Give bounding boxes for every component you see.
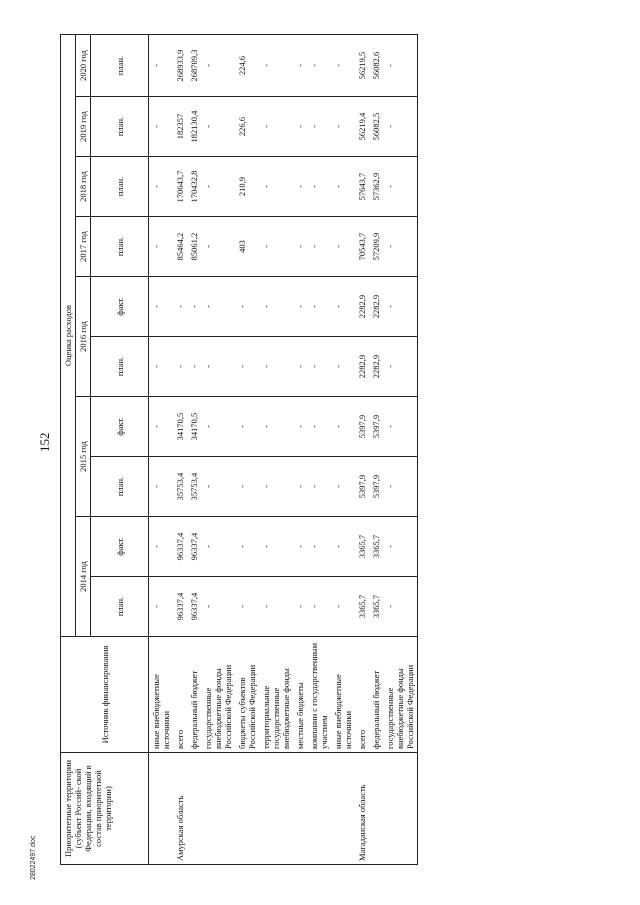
value-cell: - <box>307 337 331 397</box>
source-cell: государственные внебюджетные фонды Российской Федерации <box>201 637 235 753</box>
value-cell: 2282,9 <box>355 277 369 337</box>
header-plan: план. <box>91 337 149 397</box>
value-cell: 226,6 <box>235 97 259 157</box>
value-cell: - <box>383 577 418 637</box>
value-cell: - <box>235 397 259 457</box>
territory-cell: Магаданская область <box>355 753 369 865</box>
value-cell: - <box>307 277 331 337</box>
territory-cell: Амурская область <box>173 753 187 865</box>
value-cell: - <box>259 397 293 457</box>
value-cell: - <box>187 337 201 397</box>
header-year: 2018 год <box>76 157 91 217</box>
value-cell: - <box>259 577 293 637</box>
source-cell: всего <box>173 637 187 753</box>
header-year: 2015 год <box>76 397 91 517</box>
value-cell: - <box>201 157 235 217</box>
value-cell: - <box>307 517 331 577</box>
value-cell: 85464,2 <box>173 217 187 277</box>
value-cell: 5397,9 <box>355 397 369 457</box>
value-cell: 35753,4 <box>173 457 187 517</box>
value-cell: - <box>293 277 307 337</box>
value-cell: 182130,4 <box>187 97 201 157</box>
value-cell: - <box>149 577 174 637</box>
value-cell: - <box>293 397 307 457</box>
header-year: 2016 год <box>76 277 91 397</box>
territory-cell <box>383 753 418 865</box>
header-territory: Приоритетные территории (субъект Россий- ской Федерации, входящий в состав приоритетной территории) <box>61 753 149 865</box>
table-row <box>355 35 369 865</box>
expense-table <box>60 34 418 865</box>
value-cell: - <box>149 277 174 337</box>
value-cell: - <box>331 337 355 397</box>
value-cell: - <box>201 457 235 517</box>
value-cell: - <box>149 35 174 97</box>
territory-cell <box>235 753 259 865</box>
table-row <box>293 35 307 865</box>
value-cell: - <box>331 217 355 277</box>
value-cell: - <box>259 157 293 217</box>
value-cell: 34170,5 <box>187 397 201 457</box>
rotated-table-wrapper <box>60 35 600 865</box>
value-cell: - <box>259 97 293 157</box>
value-cell: 57362,9 <box>369 157 383 217</box>
header-fact: факт. <box>91 277 149 337</box>
value-cell: 56082,5 <box>369 97 383 157</box>
value-cell: - <box>383 217 418 277</box>
value-cell: 170432,8 <box>187 157 201 217</box>
value-cell: 2282,9 <box>355 337 369 397</box>
header-year: 2017 год <box>76 217 91 277</box>
value-cell: - <box>293 457 307 517</box>
value-cell: - <box>307 35 331 97</box>
value-cell: - <box>293 517 307 577</box>
table-row <box>307 35 331 865</box>
table-body <box>149 35 418 865</box>
value-cell: - <box>331 457 355 517</box>
value-cell: - <box>149 337 174 397</box>
table-row <box>235 35 259 865</box>
header-plan: план. <box>91 217 149 277</box>
header-expense-estimate: Оценка расходов <box>61 35 76 637</box>
value-cell: - <box>307 457 331 517</box>
value-cell: - <box>235 277 259 337</box>
territory-cell <box>187 753 201 865</box>
territory-cell <box>331 753 355 865</box>
value-cell: 56219,5 <box>355 35 369 97</box>
value-cell: 3365,7 <box>355 577 369 637</box>
territory-cell <box>307 753 331 865</box>
value-cell: 57643,7 <box>355 157 369 217</box>
value-cell: - <box>307 97 331 157</box>
value-cell: - <box>383 277 418 337</box>
territory-cell <box>369 753 383 865</box>
header-year: 2020 год <box>76 35 91 97</box>
value-cell: - <box>149 217 174 277</box>
value-cell: - <box>383 97 418 157</box>
value-cell: 2282,9 <box>369 337 383 397</box>
value-cell: - <box>173 337 187 397</box>
table-row <box>383 35 418 865</box>
value-cell: - <box>259 35 293 97</box>
value-cell: - <box>259 457 293 517</box>
value-cell: 96337,4 <box>187 577 201 637</box>
value-cell: 70543,7 <box>355 217 369 277</box>
value-cell: 268709,3 <box>187 35 201 97</box>
value-cell: - <box>307 217 331 277</box>
value-cell: - <box>331 97 355 157</box>
value-cell: - <box>293 577 307 637</box>
value-cell: 3365,7 <box>355 517 369 577</box>
value-cell: - <box>201 397 235 457</box>
value-cell: 210,9 <box>235 157 259 217</box>
table-row <box>201 35 235 865</box>
value-cell: 403 <box>235 217 259 277</box>
value-cell: 56082,6 <box>369 35 383 97</box>
value-cell: 3365,7 <box>369 577 383 637</box>
value-cell: - <box>293 97 307 157</box>
value-cell: - <box>173 277 187 337</box>
source-cell: компании с государственным участием <box>307 637 331 753</box>
value-cell: - <box>383 517 418 577</box>
value-cell: 85061,2 <box>187 217 201 277</box>
value-cell: - <box>293 35 307 97</box>
value-cell: - <box>331 277 355 337</box>
value-cell: 96337,4 <box>173 517 187 577</box>
header-plan: план. <box>91 577 149 637</box>
source-cell: федеральный бюджет <box>187 637 201 753</box>
value-cell: - <box>259 517 293 577</box>
table-row <box>259 35 293 865</box>
value-cell: - <box>331 397 355 457</box>
value-cell: - <box>259 217 293 277</box>
value-cell: - <box>259 277 293 337</box>
source-cell: иные внебюджетные источники <box>331 637 355 753</box>
value-cell: - <box>201 577 235 637</box>
value-cell: - <box>201 517 235 577</box>
value-cell: 35753,4 <box>187 457 201 517</box>
value-cell: - <box>293 337 307 397</box>
value-cell: 2282,9 <box>369 277 383 337</box>
value-cell: - <box>293 217 307 277</box>
value-cell: 5397,9 <box>355 457 369 517</box>
table-row <box>173 35 187 865</box>
value-cell: - <box>201 217 235 277</box>
value-cell: - <box>331 35 355 97</box>
value-cell: - <box>293 157 307 217</box>
table-row <box>331 35 355 865</box>
table-row <box>369 35 383 865</box>
value-cell: 34170,5 <box>173 397 187 457</box>
document-code: 28022497.doc <box>30 835 37 880</box>
value-cell: - <box>383 457 418 517</box>
value-cell: - <box>307 397 331 457</box>
value-cell: - <box>235 577 259 637</box>
header-source: Источник финансирования <box>61 637 149 753</box>
value-cell: - <box>307 157 331 217</box>
territory-cell <box>293 753 307 865</box>
header-fact: факт. <box>91 397 149 457</box>
value-cell: 57209,9 <box>369 217 383 277</box>
territory-cell <box>149 753 174 865</box>
value-cell: - <box>235 337 259 397</box>
value-cell: - <box>201 277 235 337</box>
value-cell: - <box>331 577 355 637</box>
value-cell: - <box>383 35 418 97</box>
territory-cell <box>201 753 235 865</box>
page-number: 152 <box>37 432 52 452</box>
value-cell: - <box>149 97 174 157</box>
value-cell: - <box>331 157 355 217</box>
value-cell: 182357 <box>173 97 187 157</box>
value-cell: - <box>149 457 174 517</box>
value-cell: - <box>259 337 293 397</box>
value-cell: - <box>149 157 174 217</box>
value-cell: - <box>331 517 355 577</box>
source-cell: федеральный бюджет <box>369 637 383 753</box>
value-cell: 268933,9 <box>173 35 187 97</box>
value-cell: - <box>149 517 174 577</box>
header-plan: план. <box>91 35 149 97</box>
header-plan: план. <box>91 157 149 217</box>
header-year: 2019 год <box>76 97 91 157</box>
source-cell: всего <box>355 637 369 753</box>
value-cell: 224,6 <box>235 35 259 97</box>
value-cell: - <box>149 397 174 457</box>
territory-cell <box>259 753 293 865</box>
value-cell: - <box>201 97 235 157</box>
value-cell: - <box>235 457 259 517</box>
value-cell: - <box>383 397 418 457</box>
header-fact: факт. <box>91 517 149 577</box>
value-cell: 56219,4 <box>355 97 369 157</box>
table-row <box>149 35 174 865</box>
value-cell: - <box>187 277 201 337</box>
table-row <box>187 35 201 865</box>
value-cell: 170643,7 <box>173 157 187 217</box>
value-cell: - <box>201 35 235 97</box>
header-plan: план. <box>91 457 149 517</box>
value-cell: 5397,9 <box>369 457 383 517</box>
value-cell: 3365,7 <box>369 517 383 577</box>
header-plan: план. <box>91 97 149 157</box>
value-cell: - <box>383 157 418 217</box>
value-cell: - <box>307 577 331 637</box>
source-cell: иные внебюджетные источники <box>149 637 174 753</box>
value-cell: 96337,4 <box>173 577 187 637</box>
value-cell: 96337,4 <box>187 517 201 577</box>
source-cell: территориальные государственные внебюджетные фонды <box>259 637 293 753</box>
header-year: 2014 год <box>76 517 91 637</box>
value-cell: - <box>201 337 235 397</box>
source-cell: государственные внебюджетные фонды Российской Федерации <box>383 637 418 753</box>
source-cell: местные бюджеты <box>293 637 307 753</box>
value-cell: - <box>383 337 418 397</box>
source-cell: бюджеты субъектов Российской Федерации <box>235 637 259 753</box>
value-cell: 5397,9 <box>369 397 383 457</box>
value-cell: - <box>235 517 259 577</box>
